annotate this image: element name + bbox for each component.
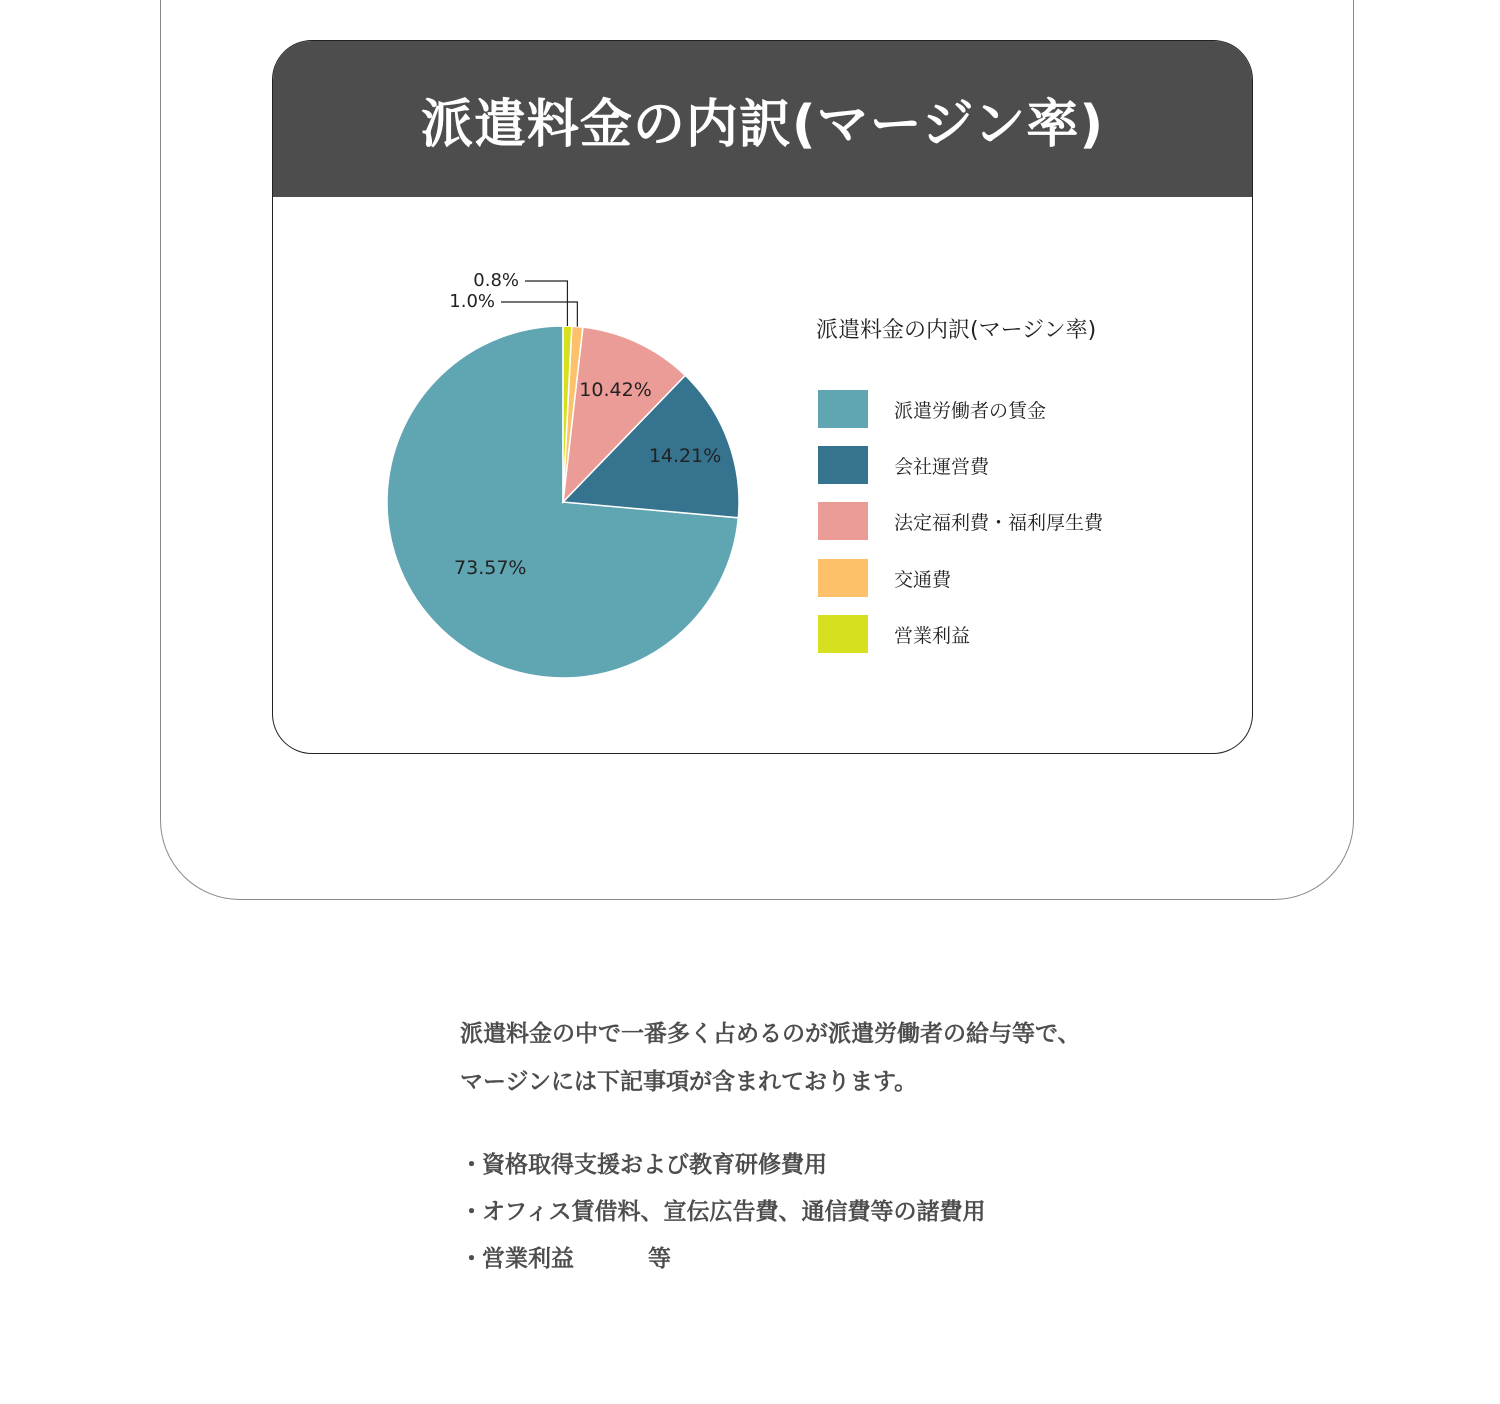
legend-label: 派遣労働者の賃金 [894,399,1047,422]
bullet-text: 資格取得支援および教育研修費用 [482,1152,827,1178]
card-title: 派遣料金の内訳(マージン率) [420,94,1105,155]
legend-swatch [818,502,868,540]
legend-swatch [818,390,868,428]
description-line: 派遣料金の中で一番多く占めるのが派遣労働者の給与等で、 [460,1021,1081,1047]
leader-line [501,302,577,327]
bullet-item [460,1236,1280,1283]
bullet-item [460,1189,1280,1236]
slice-label: 73.57% [454,556,527,579]
legend-label: 法定福利費・福利厚生費 [894,511,1104,534]
legend-item [818,559,951,597]
bullet-item [460,1142,1280,1189]
legend-title: 派遣料金の内訳(マージン率) [816,318,1097,343]
legend-item [818,446,989,484]
legend-item [818,615,970,653]
bullet-text: 営業利益 [482,1246,574,1272]
bullet-suffix: 等 [648,1246,671,1272]
slice-label: 14.21% [648,445,722,468]
pie-chart [273,41,1253,754]
legend-swatch [818,446,868,484]
chart-card [272,40,1253,754]
legend-label: 営業利益 [894,624,971,647]
description-line: マージンには下記事項が含まれております。 [460,1069,918,1095]
legend-item [818,502,1103,540]
legend-label: 会社運営費 [894,455,990,478]
leader-line [525,281,567,326]
description [460,1010,1280,1283]
legend-label: 交通費 [894,568,952,591]
bullet-mark: ・ [460,1152,483,1178]
legend-swatch [818,559,868,597]
bullet-text: オフィス賃借料、宣伝広告費、通信費等の諸費用 [482,1199,986,1225]
legend-swatch [818,615,868,653]
bullet-mark: ・ [460,1246,483,1272]
bullet-mark: ・ [460,1199,483,1225]
slice-label: 1.0% [449,291,495,312]
slice-label: 10.42% [579,379,652,402]
legend-item [818,390,1046,428]
slice-label: 0.8% [473,270,519,291]
bullet-list [460,1142,1280,1283]
